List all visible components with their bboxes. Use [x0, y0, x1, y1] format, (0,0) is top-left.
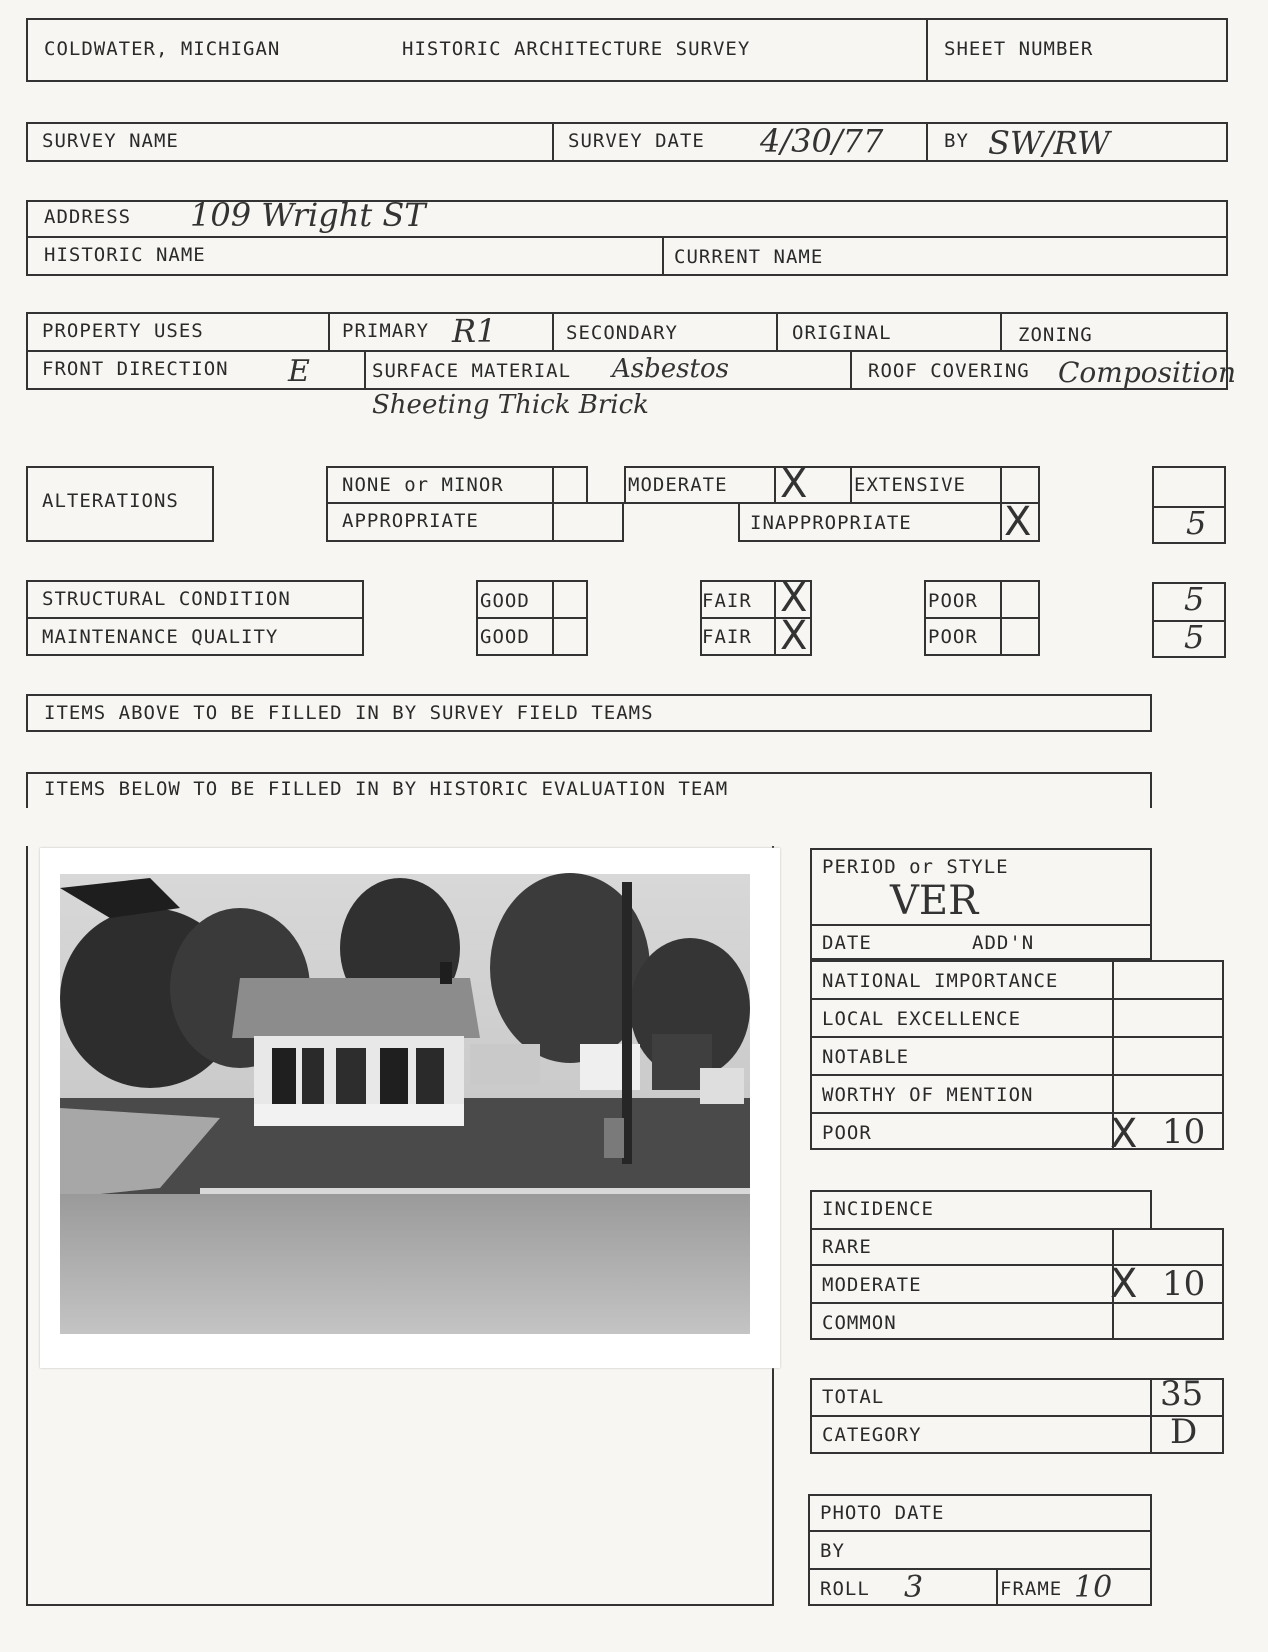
structural-condition-label: STRUCTURAL CONDITION — [42, 588, 291, 610]
notes-below: ITEMS BELOW TO BE FILLED IN BY HISTORIC EVALUATION TEAM — [44, 778, 729, 800]
current-name-label: CURRENT NAME — [674, 246, 824, 268]
incidence-common: COMMON — [822, 1312, 897, 1334]
alt-appropriate: APPROPRIATE — [342, 510, 479, 532]
evaluation-poor-score: 10 — [1162, 1112, 1206, 1152]
primary-value: R1 — [452, 312, 497, 350]
property-div-4 — [1000, 312, 1002, 350]
worthy-of-mention: WORTHY OF MENTION — [822, 1084, 1034, 1106]
survey-date-label: SURVEY DATE — [568, 130, 705, 152]
property-uses-label: PROPERTY USES — [42, 320, 204, 342]
address-value: 109 Wright ST — [190, 196, 426, 234]
primary-label: PRIMARY — [342, 320, 430, 342]
eval-line-1 — [810, 998, 1224, 1000]
property-photo — [40, 848, 780, 1368]
total-label: TOTAL — [822, 1386, 885, 1408]
totals-div — [1150, 1378, 1152, 1454]
lower-frame-left — [26, 846, 28, 1606]
notes-above-bottom — [26, 730, 1152, 732]
alt-moderate: MODERATE — [628, 474, 728, 496]
eval-line-3 — [810, 1074, 1224, 1076]
address-mid-line — [26, 236, 1228, 238]
totals-mid — [810, 1415, 1224, 1417]
survey-name-label: SURVEY NAME — [42, 130, 179, 152]
maintenance-fair: FAIR — [702, 626, 752, 648]
survey-by-label: BY — [944, 130, 969, 152]
roof-covering-label: ROOF COVERING — [868, 360, 1030, 382]
front-direction-value: E — [288, 354, 310, 389]
notes-below-top — [26, 772, 1152, 774]
structural-good: GOOD — [480, 590, 530, 612]
zoning-label: ZONING — [1018, 324, 1093, 346]
maintenance-score: 5 — [1184, 618, 1205, 656]
survey-by-value: SW/RW — [988, 124, 1110, 162]
survey-divider-1 — [552, 122, 554, 162]
alt-inappropriate-mark: X — [1004, 499, 1032, 545]
poor-mid — [924, 617, 1040, 619]
property-div-6 — [850, 350, 852, 390]
header-title: HISTORIC ARCHITECTURE SURVEY — [402, 38, 751, 60]
maintenance-fair-mark: X — [780, 613, 808, 659]
property-div-3 — [776, 312, 778, 350]
sheet-number-label: SHEET NUMBER — [944, 38, 1094, 60]
frame-label: FRAME — [1000, 1578, 1063, 1600]
photo-by-label: BY — [820, 1540, 845, 1562]
notes-above-right — [1150, 694, 1152, 732]
incidence-moderate: MODERATE — [822, 1274, 922, 1296]
frame-value: 10 — [1074, 1570, 1113, 1605]
period-value: VER — [890, 878, 979, 924]
photo-info-line-1 — [808, 1530, 1152, 1532]
historic-name-label: HISTORIC NAME — [44, 244, 206, 266]
photo-date-label: PHOTO DATE — [820, 1502, 945, 1524]
lower-frame-bottom — [26, 1604, 774, 1606]
incidence-mark: X — [1110, 1261, 1138, 1307]
header-city: COLDWATER, MICHIGAN — [44, 38, 281, 60]
original-label: ORIGINAL — [792, 322, 892, 344]
surface-material-value-2: Sheeting Thick Brick — [372, 390, 649, 420]
evaluation-poor-mark: X — [1110, 1111, 1138, 1157]
poor-check-div — [1000, 580, 1002, 656]
property-mid-line — [26, 350, 1228, 352]
category-value: D — [1170, 1412, 1198, 1452]
alterations-label: ALTERATIONS — [42, 490, 179, 512]
alt-none-minor: NONE or MINOR — [342, 474, 504, 496]
notes-below-left — [26, 772, 28, 808]
notes-above: ITEMS ABOVE TO BE FILLED IN BY SURVEY FIELD TEAMS — [44, 702, 654, 724]
structural-score: 5 — [1184, 580, 1205, 618]
date-label: DATE — [822, 932, 872, 954]
alt-inappropriate: INAPPROPRIATE — [750, 512, 912, 534]
house-photo-illustration — [40, 848, 780, 1368]
eval-line-2 — [810, 1036, 1224, 1038]
good-check-div — [552, 580, 554, 656]
notes-above-left — [26, 694, 28, 732]
alt-score: 5 — [1186, 504, 1207, 542]
roof-covering-value: Composition — [1058, 356, 1237, 389]
period-date-line — [810, 924, 1152, 926]
property-div-2 — [552, 312, 554, 350]
roll-value: 3 — [904, 1570, 924, 1605]
alt-moderate-check-div — [774, 466, 776, 504]
survey-divider-2 — [926, 122, 928, 162]
property-div-1 — [328, 312, 330, 350]
address-label: ADDRESS — [44, 206, 132, 228]
front-direction-label: FRONT DIRECTION — [42, 358, 229, 380]
alt-moderate-mark: X — [780, 461, 808, 507]
notes-below-right — [1150, 772, 1152, 808]
evaluation-poor: POOR — [822, 1122, 872, 1144]
notes-above-top — [26, 694, 1152, 696]
structural-poor: POOR — [928, 590, 978, 612]
good-mid — [476, 617, 588, 619]
roll-label: ROLL — [820, 1578, 870, 1600]
local-excellence: LOCAL EXCELLENCE — [822, 1008, 1022, 1030]
property-div-5 — [364, 350, 366, 390]
maintenance-poor: POOR — [928, 626, 978, 648]
incidence-score: 10 — [1162, 1264, 1206, 1304]
maintenance-good: GOOD — [480, 626, 530, 648]
surface-material-label: SURFACE MATERIAL — [372, 360, 572, 382]
maintenance-quality-label: MAINTENANCE QUALITY — [42, 626, 279, 648]
addn-label: ADD'N — [972, 932, 1035, 954]
structural-fair: FAIR — [702, 590, 752, 612]
total-value: 35 — [1160, 1374, 1204, 1414]
secondary-label: SECONDARY — [566, 322, 678, 344]
survey-date-value: 4/30/77 — [760, 122, 884, 160]
surface-material-value: Asbestos — [612, 354, 729, 384]
address-divider — [662, 236, 664, 276]
condition-labels-mid — [26, 617, 364, 619]
structural-fair-mark: X — [780, 575, 808, 621]
period-label: PERIOD or STYLE — [822, 856, 1009, 878]
national-importance: NATIONAL IMPORTANCE — [822, 970, 1059, 992]
fair-check-div — [774, 580, 776, 656]
incidence-label: INCIDENCE — [822, 1198, 934, 1220]
photo-info-div — [996, 1568, 998, 1606]
incidence-rare: RARE — [822, 1236, 872, 1258]
header-divider — [926, 18, 928, 82]
notable: NOTABLE — [822, 1046, 910, 1068]
alt-extensive: EXTENSIVE — [854, 474, 966, 496]
category-label: CATEGORY — [822, 1424, 922, 1446]
